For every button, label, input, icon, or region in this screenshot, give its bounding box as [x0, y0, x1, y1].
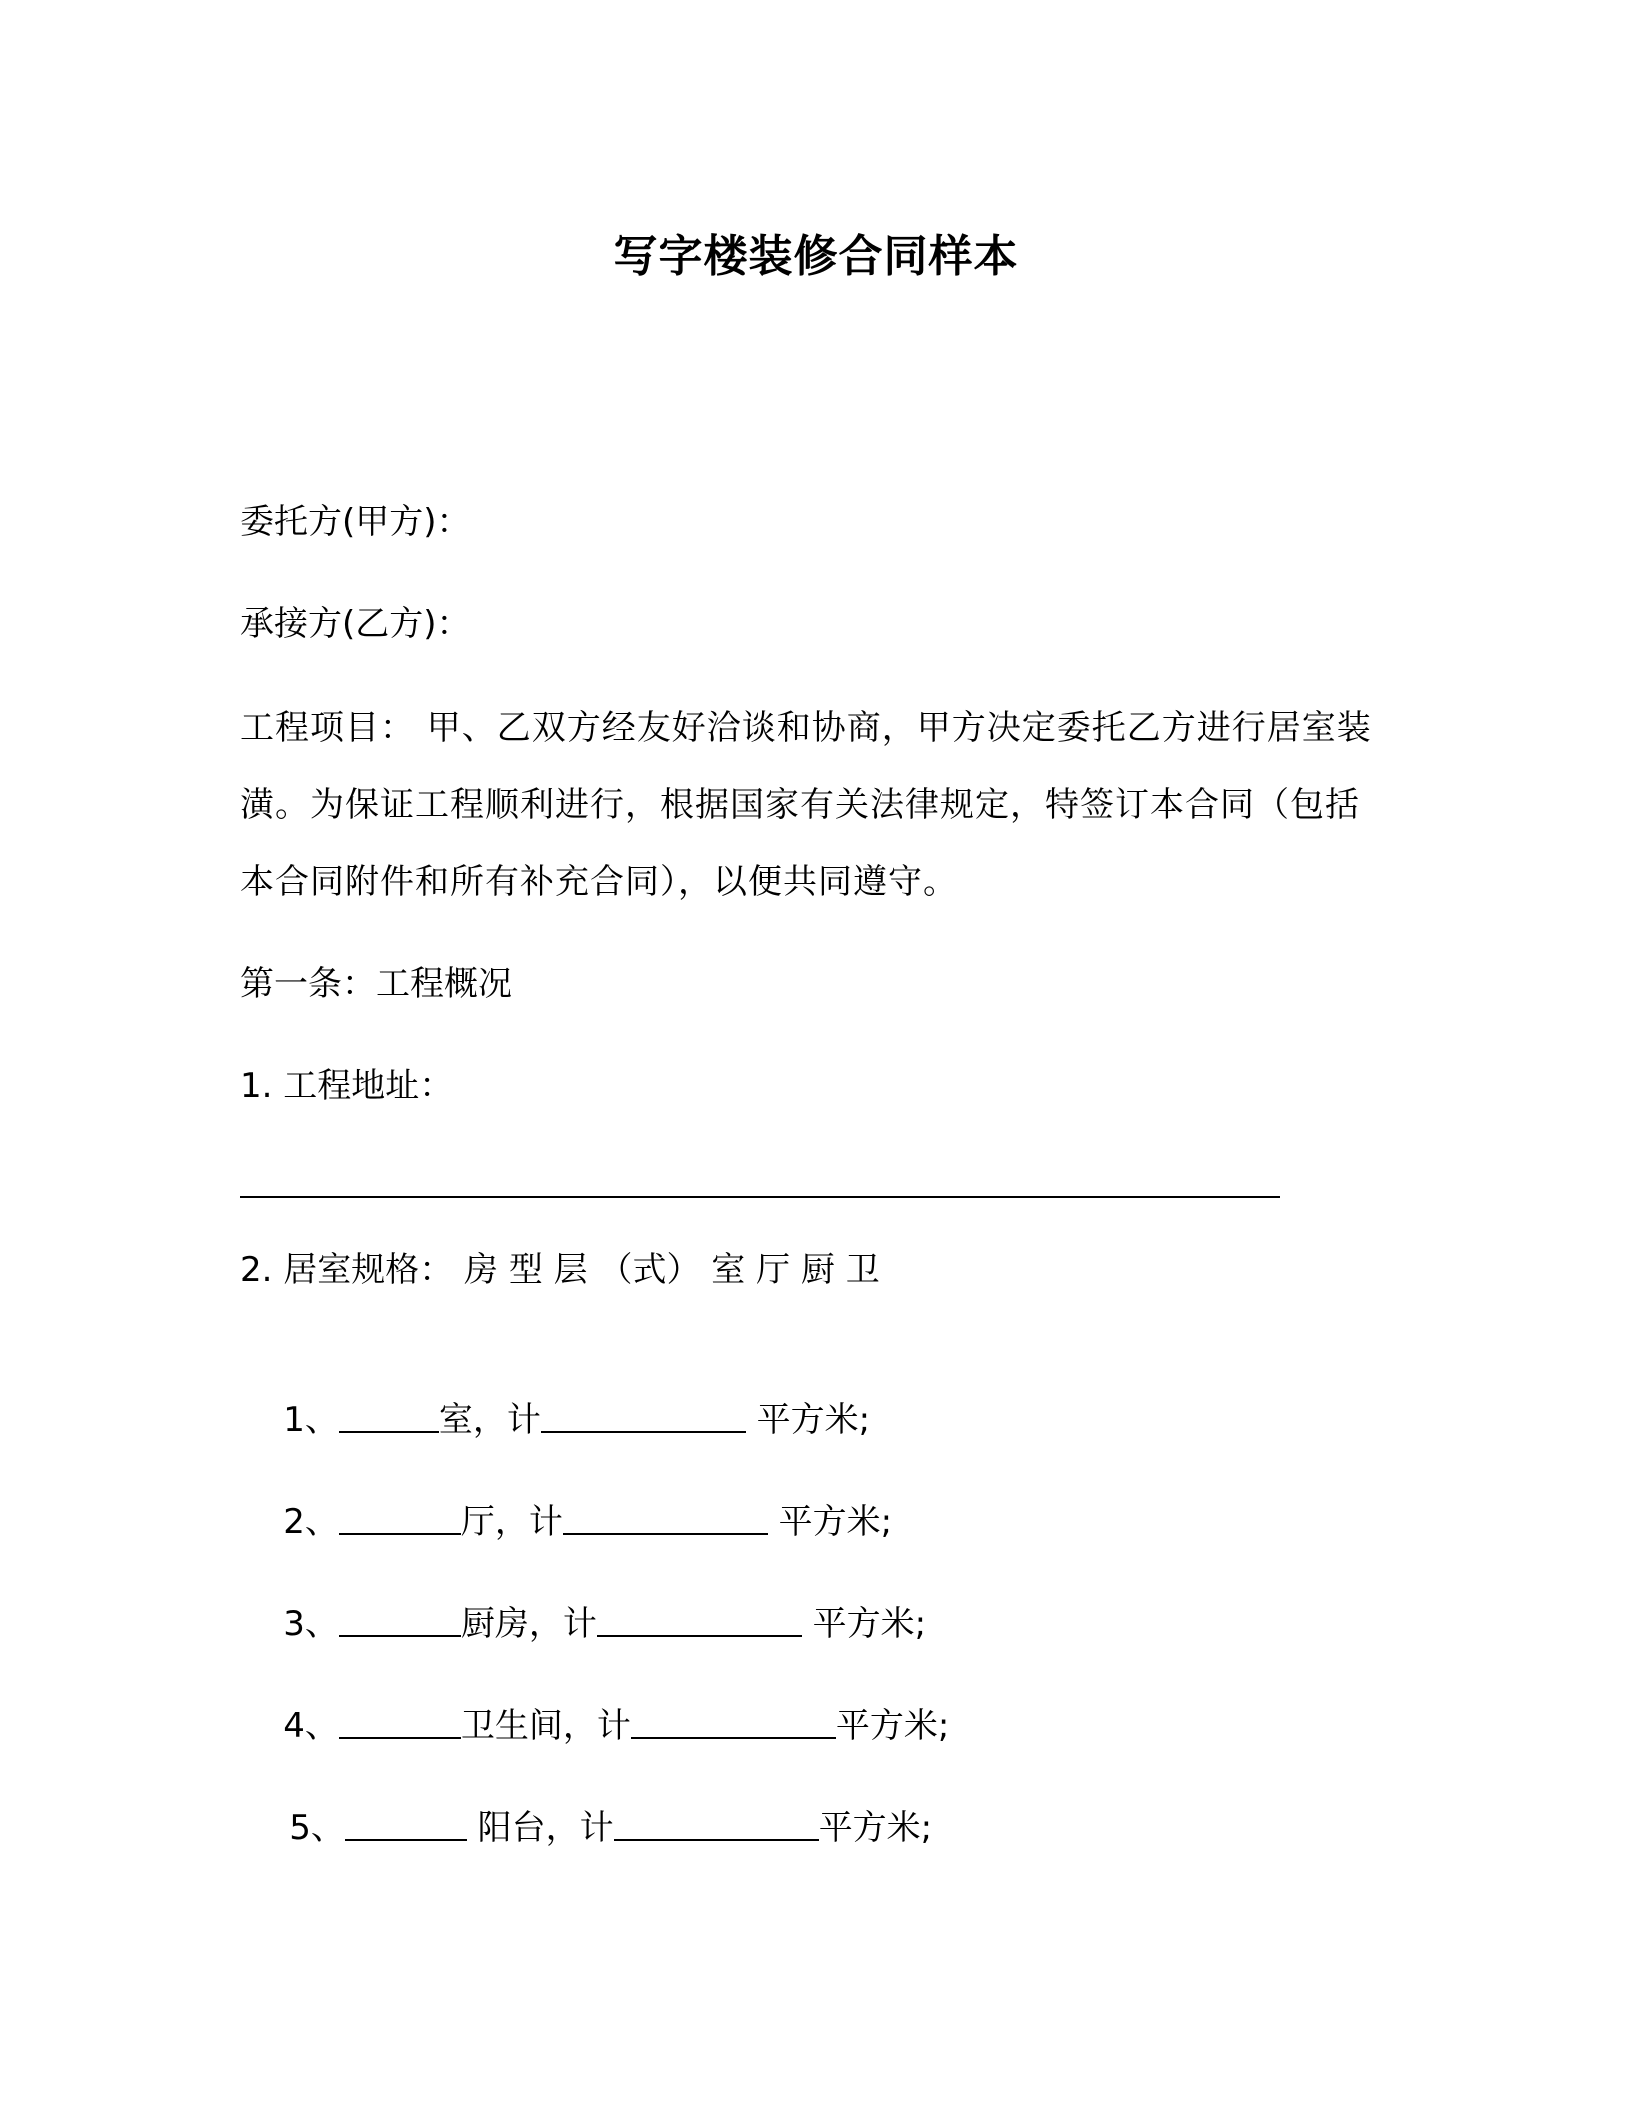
project-paragraph: 工程项目： 甲、乙双方经友好洽谈和协商，甲方决定委托乙方进行居室装潢。为保证工程顺利进行，根据国家有关法律规定，特签订本合同（包括本合同附件和所有补充合同），以便共同遵守。: [240, 708, 1372, 902]
room-index: 2、: [283, 1502, 339, 1542]
room-name: 厅，计: [460, 1502, 563, 1542]
room-unit: 平方米;: [801, 1604, 927, 1644]
address-blank-line[interactable]: [240, 1196, 1280, 1198]
area-blank[interactable]: [563, 1503, 768, 1535]
area-blank[interactable]: [614, 1809, 819, 1841]
room-unit: 平方米;: [818, 1808, 933, 1848]
party-b-label: 承接方(乙方)：: [240, 604, 471, 644]
area-blank[interactable]: [597, 1605, 802, 1637]
room-index: 4、: [283, 1706, 339, 1746]
count-blank[interactable]: [345, 1809, 467, 1841]
room-unit: 平方米;: [835, 1706, 950, 1746]
room-name: 卫生间，计: [460, 1706, 631, 1746]
count-blank[interactable]: [339, 1401, 439, 1433]
room-index: 5、: [289, 1808, 345, 1848]
room-unit: 平方米;: [745, 1400, 871, 1440]
room-index: 3、: [283, 1604, 339, 1644]
count-blank[interactable]: [339, 1707, 461, 1739]
document-title: 写字楼装修合同样本: [613, 231, 1019, 282]
article-1-heading: 第一条：工程概况: [240, 964, 512, 1004]
area-blank[interactable]: [541, 1401, 746, 1433]
count-blank[interactable]: [339, 1503, 461, 1535]
address-label: 1. 工程地址：: [240, 1066, 454, 1106]
count-blank[interactable]: [339, 1605, 461, 1637]
room-name: 厨房，计: [460, 1604, 597, 1644]
room-item-5: [246, 1756, 932, 1900]
room-unit: 平方米;: [767, 1502, 893, 1542]
spec-label: 2. 居室规格： 房 型 层 （式） 室 厅 厨 卫: [240, 1250, 880, 1290]
party-a-label: 委托方(甲方)：: [240, 502, 471, 542]
room-index: 1、: [283, 1400, 339, 1440]
room-name: 阳台，计: [466, 1808, 614, 1848]
room-name: 室，计: [438, 1400, 541, 1440]
area-blank[interactable]: [631, 1707, 836, 1739]
